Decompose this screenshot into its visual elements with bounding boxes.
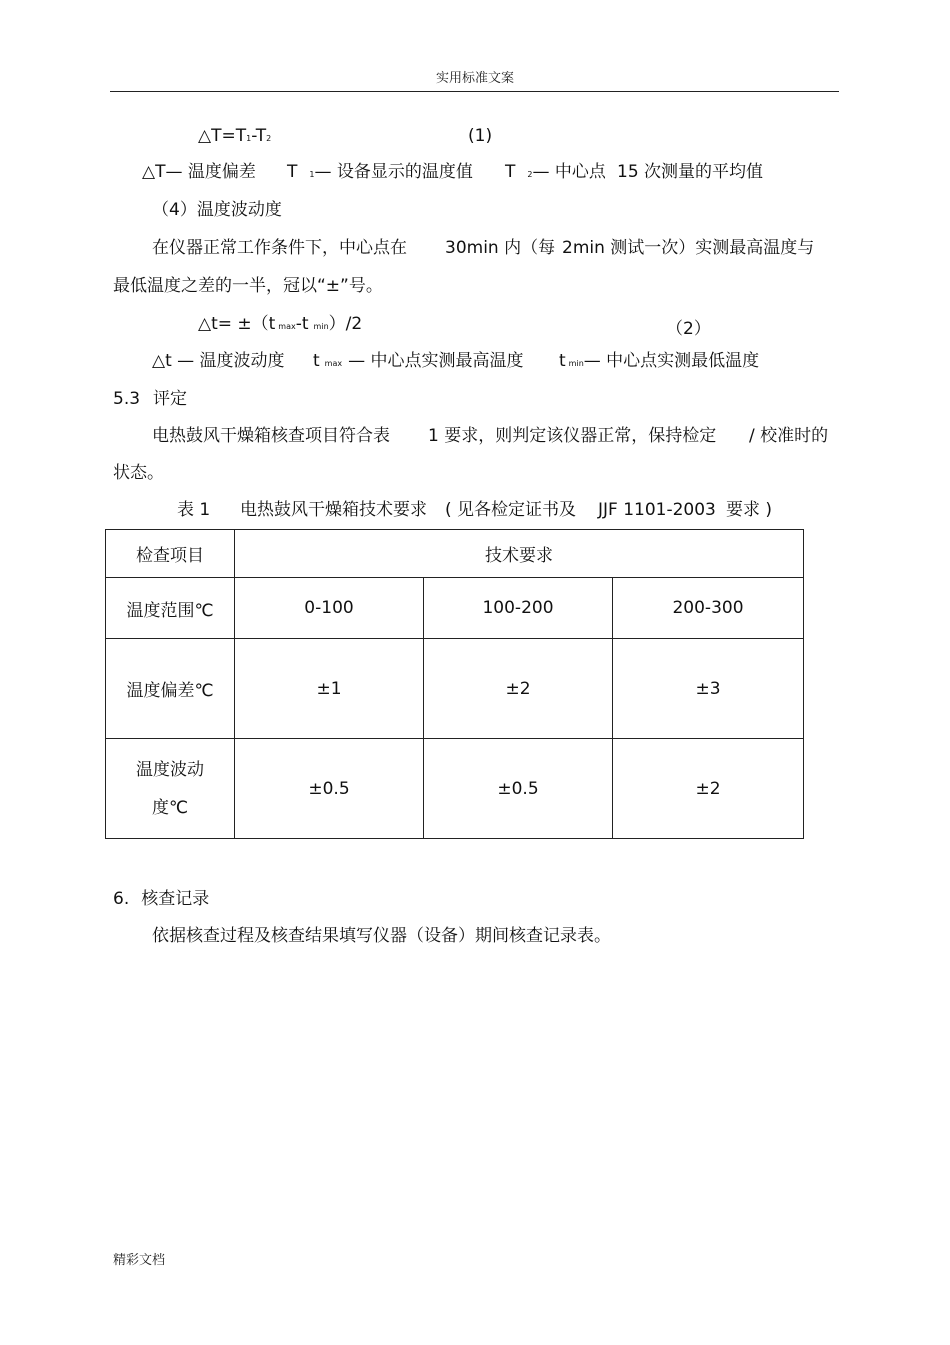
para2-part-a: 电热鼓风干燥箱核查项目符合表 [152, 426, 390, 446]
table-row-fluctuation [106, 739, 804, 839]
def2-b-sub: max [324, 359, 343, 368]
para1-part-c: 2min 测试一次）实测最高温度与 [562, 238, 815, 258]
range-label-cell: 温度范围℃ [106, 578, 235, 639]
table-row-range [106, 578, 804, 639]
def1-d-symbol: T [505, 162, 516, 182]
section-5-3-number: 5.3 [113, 389, 141, 409]
def2-d [559, 351, 759, 374]
section-5-3-title: 评定 [153, 389, 188, 409]
range-cell: 200-300 [613, 578, 804, 639]
range-cell: 100-200 [424, 578, 613, 639]
table-row-deviation [106, 639, 804, 739]
equation-1-number: (1) [468, 126, 493, 146]
eq2-sub-1: max [278, 322, 296, 331]
eq2-mid: -t [295, 314, 309, 334]
section-5-3 [113, 389, 187, 409]
para1-part-a: 在仪器正常工作条件下，中心点在 [152, 238, 407, 258]
table-caption-number: 表 1 [177, 500, 211, 520]
def1-c: — 设备显示的温度值 [314, 162, 473, 182]
deviation-label-cell: 温度偏差℃ [106, 639, 235, 739]
section-6-number: 6. [113, 889, 130, 909]
page-header-title: 实用标准文案 [435, 71, 514, 86]
def2-d-sub: min [568, 359, 584, 368]
equation-2 [198, 314, 362, 337]
def2-a: △t — 温度波动度 [152, 351, 285, 371]
eq1-sub-2: 2 [266, 134, 272, 143]
header-item-cell: 检查项目 [106, 530, 235, 578]
para3-text: 依据核查过程及核查结果填写仪器（设备）期间核查记录表。 [152, 926, 611, 946]
table-header-row [106, 530, 804, 578]
def1-b-sub: 1 [309, 170, 315, 179]
para2-part-c: / 校准时的 [749, 426, 829, 446]
def2-d-symbol: t [559, 351, 566, 371]
deviation-cell: ±1 [235, 639, 424, 739]
def2-c: — 中心点实测最高温度 [348, 351, 524, 371]
section-6 [113, 889, 209, 909]
equation-1 [198, 126, 271, 149]
eq2-sub-2: min [313, 322, 329, 331]
fluctuation-label-line-1: 温度波动 [136, 759, 204, 780]
eq1-sub-1: 1 [246, 134, 252, 143]
def1-a: △T— 温度偏差 [142, 162, 256, 182]
eq1-lhs: △T=T [198, 126, 247, 146]
fluctuation-label-cell [106, 739, 235, 839]
para1-part-b: 30min 内（每 [445, 238, 556, 258]
eq2-rhs: ）/2 [328, 314, 363, 334]
fluctuation-label-line-2: 度℃ [151, 797, 189, 818]
section-4-title: （4）温度波动度 [152, 200, 282, 220]
deviation-cell: ±2 [424, 639, 613, 739]
table-caption-title: 电热鼓风干燥箱技术要求 [240, 500, 427, 520]
table-caption-standard: JJF 1101-2003 [598, 500, 716, 520]
para1-line-2: 最低温度之差的一半，冠以“±”号。 [113, 276, 383, 296]
header-rule [110, 91, 839, 92]
section-6-title: 核查记录 [141, 889, 210, 909]
fluctuation-cell: ±0.5 [235, 739, 424, 839]
fluctuation-cell: ±2 [613, 739, 804, 839]
range-cell: 0-100 [235, 578, 424, 639]
def1-d-sub: 2 [527, 170, 533, 179]
deviation-cell: ±3 [613, 639, 804, 739]
def2-b-symbol: t [313, 351, 320, 371]
def2-b [313, 351, 524, 374]
def1-f: 15 次测量的平均值 [617, 162, 764, 182]
def1-e: — 中心点 [532, 162, 606, 182]
eq1-mid: -T [251, 126, 267, 146]
table-caption-end: 要求 ) [726, 500, 773, 520]
equation-2-number: （2） [666, 319, 711, 339]
def1-b-symbol: T [287, 162, 298, 182]
table-caption-note: ( 见各检定证书及 [445, 500, 577, 520]
def1-d [505, 162, 606, 185]
eq2-lhs: △t= ±（t [198, 314, 276, 334]
def2-e: — 中心点实测最低温度 [583, 351, 760, 371]
para2-line-2: 状态。 [113, 463, 164, 483]
def1-b [287, 162, 473, 185]
fluctuation-cell: ±0.5 [424, 739, 613, 839]
para2-part-b: 1 要求，则判定该仪器正常，保持检定 [428, 426, 717, 446]
page-footer-text: 精彩文档 [113, 1253, 166, 1268]
tech-requirements-table [105, 529, 804, 839]
header-requirement-cell: 技术要求 [235, 530, 804, 578]
